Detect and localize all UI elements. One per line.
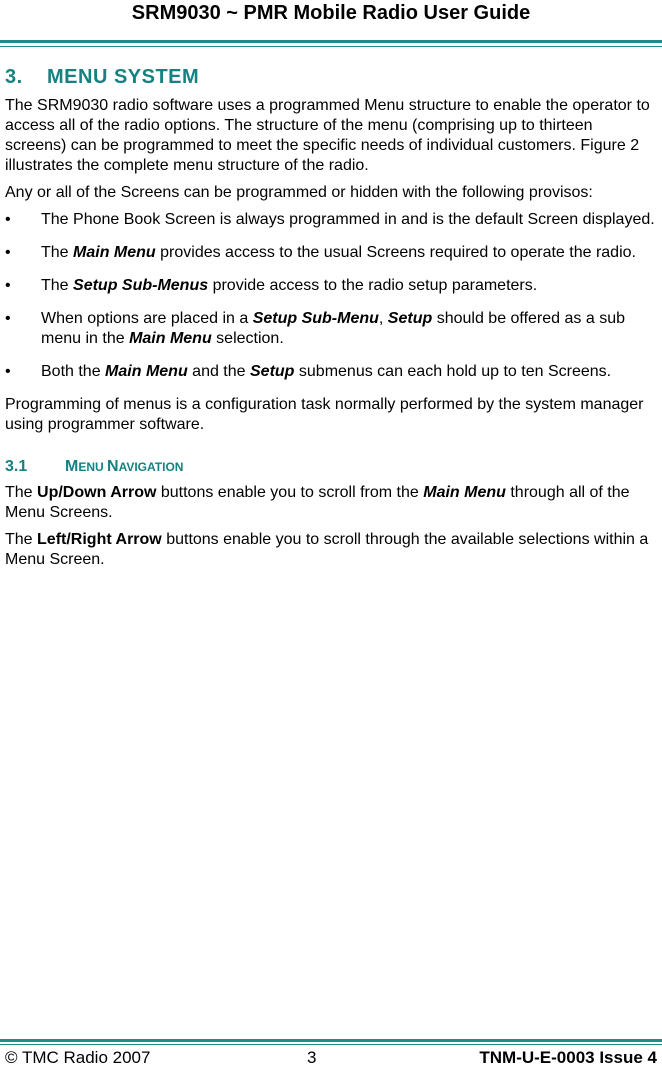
footer-copyright: © TMC Radio 2007	[5, 1048, 151, 1067]
leftright-paragraph: The Left/Right Arrow buttons enable you to scroll through the available selections within a Menu Screen.	[5, 531, 649, 568]
provisos-list	[5, 210, 657, 382]
intro-paragraph: The SRM9030 radio software uses a programmed Menu structure to enable the operator to access all of the radio options. The structure of the menu (comprising up to thirteen screens) can be programmed to meet the specific needs of individual customers. Figure 2 illustrates the complete menu structure of the radio.	[5, 97, 650, 174]
header-rule-thick	[0, 40, 662, 43]
section-number: 3.	[5, 66, 23, 88]
provisos-paragraph: Any or all of the Screens can be programmed or hidden with the following provisos:	[5, 184, 593, 201]
page-content	[5, 64, 657, 577]
list-item: • The Setup Sub-Menus provide access to the radio setup parameters.	[5, 277, 538, 294]
bullet-icon: •	[5, 244, 11, 261]
bullet-icon: •	[5, 310, 11, 327]
section-title: MENU SYSTEM	[47, 66, 200, 88]
subsection-heading: 3.1 MENU NAVIGATION	[5, 458, 184, 475]
footer-page-number: 3	[307, 1048, 317, 1067]
header-rule-thin	[0, 46, 662, 47]
list-item: • When options are placed in a Setup Sub-Menu, Setup should be offered as a sub menu in the Main Menu selection.	[5, 310, 625, 347]
page-footer	[5, 1048, 657, 1070]
list-item: • The Phone Book Screen is always programmed in and is the default Screen displayed.	[5, 211, 655, 228]
bullet-icon: •	[5, 277, 11, 294]
subsection-number: 3.1	[5, 458, 28, 475]
footer-rule-thin	[0, 1044, 662, 1045]
bullet-icon: •	[5, 363, 11, 380]
bullet-icon: •	[5, 211, 11, 228]
footer-rule-thick	[0, 1039, 662, 1042]
updown-paragraph: The Up/Down Arrow buttons enable you to scroll from the Main Menu through all of the Menu Screens.	[5, 484, 630, 521]
list-item: • The Main Menu provides access to the usual Screens required to operate the radio.	[5, 244, 636, 261]
footer-doc-id: TNM-U-E-0003 Issue 4	[479, 1048, 657, 1067]
page-header-title: SRM9030 ~ PMR Mobile Radio User Guide	[131, 2, 531, 24]
list-item: • Both the Main Menu and the Setup submenus can each hold up to ten Screens.	[5, 363, 612, 380]
section-heading	[5, 64, 657, 90]
programming-paragraph: Programming of menus is a configuration task normally performed by the system manager using programmer software.	[5, 396, 644, 433]
